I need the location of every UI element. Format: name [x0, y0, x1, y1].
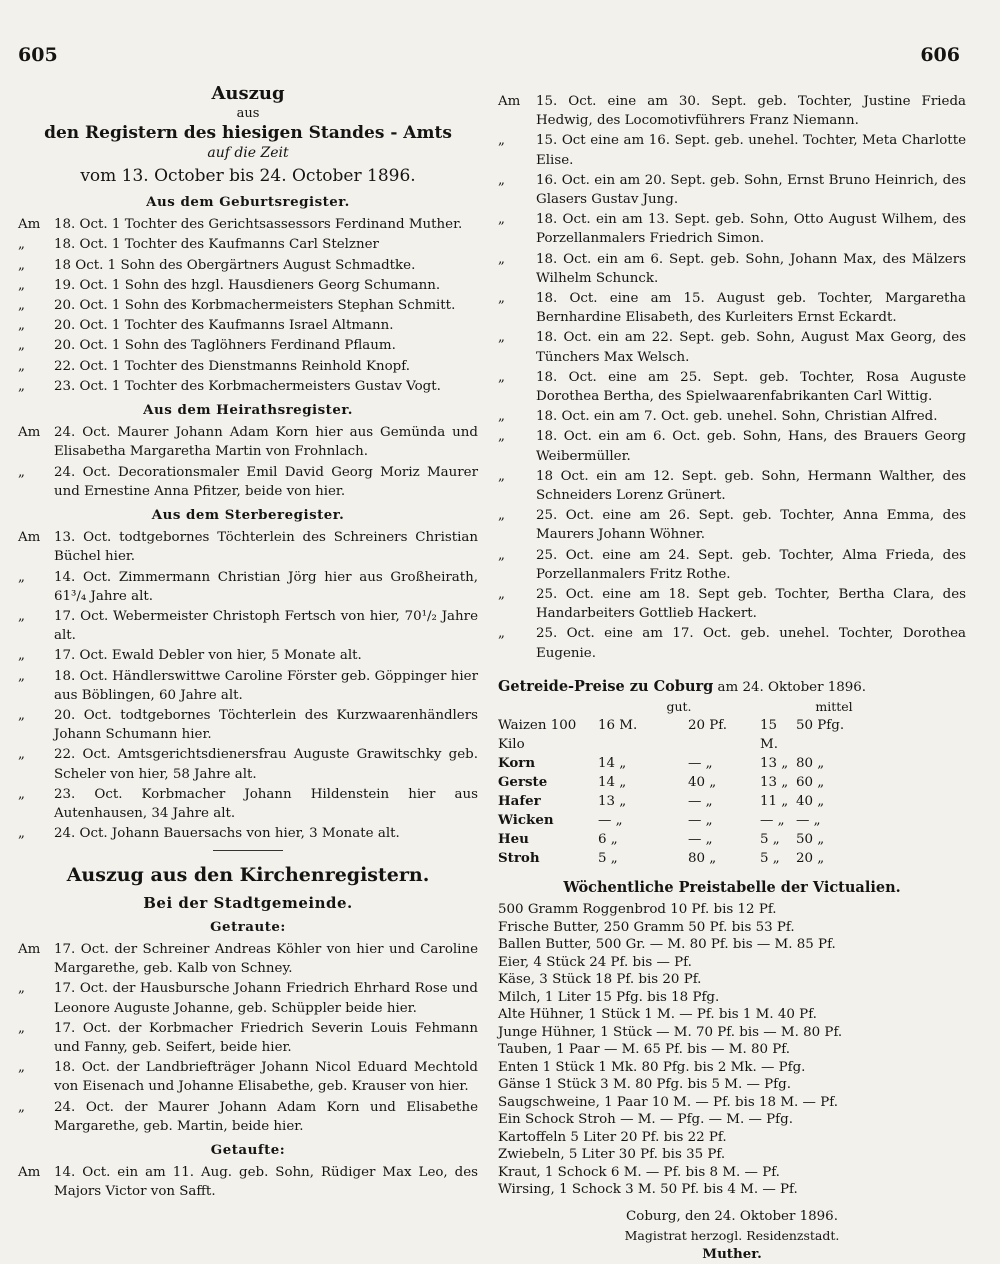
taufe-list	[498, 92, 966, 663]
entry	[498, 250, 966, 288]
victualien-line: Wirsing, 1 Schock 3 M. 50 Pf. bis 4 M. — Pf.	[498, 1182, 798, 1198]
getaufte-heading: Getaufte:	[210, 1141, 286, 1158]
entry-prefix: „	[498, 291, 505, 307]
victualien-line: Junge Hühner, 1 Stück — M. 70 Pf. bis — M. 80 Pf.	[498, 1024, 843, 1040]
title-zeit: auf die Zeit	[207, 145, 289, 161]
entry-text: 25. Oct. eine am 17. Oct. geb. unehel. Tochter, Dorothea Eugenie.	[536, 626, 966, 661]
getreide-table	[498, 716, 966, 868]
entry-prefix: „	[18, 1020, 25, 1036]
price-cell: 14 „	[598, 756, 627, 772]
entry-text: 22. Oct. Amtsgerichtsdienersfrau Auguste Grawitschky geb. Scheler von hier, 58 Jahre alt.	[54, 747, 478, 782]
entry-prefix: „	[18, 786, 25, 802]
entry-text: 24. Oct. der Maurer Johann Adam Korn und Elisabethe Margarethe, geb. Martin, beide hier.	[54, 1099, 478, 1134]
price-cell: 80 „	[688, 851, 717, 867]
victualien-line: Frische Butter, 250 Gramm 50 Pf. bis 53 Pf.	[498, 919, 795, 935]
entry-prefix: „	[498, 409, 505, 425]
entry-prefix: „	[18, 464, 25, 480]
entry-text: 20. Oct. todtgebornes Töchterlein des Kurzwaarenhändlers Johann Schumann hier.	[54, 708, 478, 743]
entry-prefix: „	[18, 609, 25, 625]
kirche-title: Auszug aus den Kirchenregistern.	[66, 863, 430, 886]
entry-text: 23. Oct. 1 Tochter des Korbmachermeisters Gustav Vogt.	[54, 378, 441, 394]
price-cell: — „	[796, 813, 821, 829]
entry-text: 18. Oct. ein am 7. Oct. geb. unehel. Sohn, Christian Alfred.	[536, 409, 938, 425]
entry	[498, 427, 966, 465]
entry	[18, 706, 478, 744]
getreide-title: Getreide-Preise zu Coburg	[498, 677, 714, 695]
price-cell: 40 „	[688, 775, 717, 791]
entry	[18, 1163, 478, 1201]
entry	[18, 824, 478, 843]
entry	[18, 235, 478, 254]
getreide-date: am 24. Oktober 1896.	[717, 679, 867, 695]
entry	[18, 316, 478, 335]
entry	[498, 585, 966, 623]
footer-magistrat: Magistrat herzogl. Residenzstadt.	[624, 1228, 840, 1243]
entry-prefix: „	[18, 981, 25, 997]
entry	[18, 215, 478, 234]
entry-prefix: „	[18, 378, 25, 394]
title-aus: aus	[236, 106, 260, 121]
getraute-list	[18, 940, 478, 1136]
entry-prefix: „	[18, 747, 25, 763]
price-row	[498, 773, 966, 792]
entry-text: 25. Oct. eine am 26. Sept. geb. Tochter, Anna Emma, des Maurers Johann Wöhner.	[536, 508, 966, 543]
entry-prefix: „	[18, 1060, 25, 1076]
entry-prefix: „	[498, 133, 505, 149]
entry-text: 18. Oct. eine am 25. Sept. geb. Tochter, Rosa Auguste Dorothea Bertha, des Spielwaarenfabrikanten Carl Wittig.	[536, 369, 966, 405]
entry-prefix: „	[498, 212, 505, 228]
page-number-left: 605	[18, 44, 58, 66]
entry	[18, 979, 478, 1017]
entry-prefix: Am	[18, 217, 41, 233]
entry-text: 18. Oct. 1 Tochter des Gerichtsassessors Ferdinand Muther.	[54, 217, 463, 233]
entry-prefix: Am	[18, 425, 41, 441]
entry-text: 24. Oct. Decorationsmaler Emil David Georg Moriz Maurer und Ernestine Anna Pfitzer, beide von hier.	[54, 464, 478, 499]
price-cell: 50 „	[796, 832, 825, 848]
entry	[498, 467, 966, 505]
col-mittel: mittel	[815, 699, 853, 715]
entry	[18, 745, 478, 783]
victualien-line: Tauben, 1 Paar — M. 65 Pf. bis — M. 80 Pf.	[498, 1042, 791, 1058]
entry-prefix: „	[18, 257, 25, 273]
entry-text: 18. Oct. ein am 13. Sept. geb. Sohn, Otto August Wilhem, des Porzellanmalers Friedrich Simon.	[536, 212, 966, 247]
entry-text: 18. Oct. ein am 6. Sept. geb. Sohn, Johann Max, des Mälzers Wilhelm Schunck.	[536, 251, 966, 286]
entry-text: 18 Oct. ein am 12. Sept. geb. Sohn, Hermann Walther, des Schneiders Lorenz Grünert.	[536, 468, 966, 504]
price-cell: 16 M.	[598, 718, 638, 734]
price-item: Stroh	[498, 850, 540, 867]
price-row	[498, 811, 966, 830]
entry-text: 17. Oct. Ewald Debler von hier, 5 Monate alt.	[54, 648, 362, 664]
price-cell: 13 „	[598, 794, 627, 810]
entry	[18, 357, 478, 376]
price-cell: 5 „	[760, 851, 780, 867]
price-cell: — „	[688, 756, 713, 772]
victualien-line: Kartoffeln 5 Liter 20 Pf. bis 22 Pf.	[498, 1129, 727, 1145]
price-item: Wicken	[498, 812, 554, 829]
entry	[498, 407, 966, 426]
price-cell: 13 „	[760, 775, 789, 791]
victualien-line: Saugschweine, 1 Paar 10 M. — Pf. bis 18 M. — Pf.	[498, 1094, 838, 1110]
entry-prefix: „	[498, 508, 505, 524]
entry-text: 16. Oct. ein am 20. Sept. geb. Sohn, Ernst Bruno Heinrich, des Glasers Gustav Jung.	[536, 172, 966, 208]
entry-text: 17. Oct. Webermeister Christoph Fertsch von hier, 70¹/₂ Jahre alt.	[54, 609, 478, 644]
entry-text: 18. Oct. eine am 15. August geb. Tochter, Margaretha Bernhardine Elisabeth, des Kurleiters Ernst Eckardt.	[536, 291, 966, 326]
entry-text: 24. Oct. Maurer Johann Adam Korn hier aus Gemünda und Elisabetha Margaretha Martin von Frohnlach.	[54, 425, 478, 460]
victualien-line: Käse, 3 Stück 18 Pf. bis 20 Pf.	[498, 972, 702, 988]
entry-prefix: „	[18, 668, 25, 684]
entry	[498, 171, 966, 209]
entry-text: 18. Oct. der Landbriefträger Johann Nicol Eduard Mechtold von Eisenach und Johanne Elisabethe, geb. Krauser von hier.	[54, 1060, 478, 1095]
price-item: Waizen 100 Kilo	[498, 718, 577, 753]
left-column	[18, 82, 478, 1203]
price-cell: 15 M.	[760, 718, 778, 753]
price-cell: — „	[598, 813, 623, 829]
victualien-list	[498, 901, 966, 1199]
entry	[18, 646, 478, 665]
entry-text: 23. Oct. Korbmacher Johann Hildenstein hier aus Autenhausen, 34 Jahre alt.	[54, 786, 478, 822]
entry-text: 20. Oct. 1 Tochter des Kaufmanns Israel Altmann.	[54, 318, 394, 334]
geburt-list	[18, 215, 478, 396]
entry-prefix: „	[18, 708, 25, 724]
entry	[498, 328, 966, 366]
entry	[18, 256, 478, 275]
entry	[498, 210, 966, 248]
price-row	[498, 792, 966, 811]
price-cell: — „	[688, 832, 713, 848]
entry	[18, 528, 478, 566]
victualien-line: Eier, 4 Stück 24 Pf. bis — Pf.	[498, 954, 692, 970]
price-cell: 14 „	[598, 775, 627, 791]
price-cell: 5 „	[760, 832, 780, 848]
entry	[498, 131, 966, 169]
entry	[18, 296, 478, 315]
title-registern: den Registern des hiesigen Standes - Amts	[44, 123, 452, 143]
sterbe-list	[18, 528, 478, 843]
price-cell: 11 „	[760, 794, 789, 810]
entry	[498, 624, 966, 662]
victualien-line: Ballen Butter, 500 Gr. — M. 80 Pf. bis — M. 85 Pf.	[498, 937, 836, 953]
victualien-line: 500 Gramm Roggenbrod 10 Pf. bis 12 Pf.	[498, 902, 777, 918]
entry-prefix: „	[498, 468, 505, 484]
victualien-line: Ein Schock Stroh — M. — Pfg. — M. — Pfg.	[498, 1112, 793, 1128]
getraute-heading: Getraute:	[210, 918, 286, 935]
entry-prefix: „	[498, 330, 505, 346]
price-item: Heu	[498, 831, 529, 848]
entry-prefix: „	[498, 547, 505, 563]
entry	[18, 463, 478, 501]
entry-prefix: „	[498, 172, 505, 188]
entry-text: 18. Oct. ein am 6. Oct. geb. Sohn, Hans, des Brauers Georg Weibermüller.	[536, 429, 966, 464]
price-row	[498, 754, 966, 773]
entry-text: 17. Oct. der Hausbursche Johann Friedrich Ehrhard Rose und Leonore Auguste Johanne, geb. Schüppler beide hier.	[54, 981, 478, 1016]
price-cell: 60 „	[796, 775, 825, 791]
getaufte-list	[18, 1163, 478, 1201]
footer-date: Coburg, den 24. Oktober 1896.	[626, 1208, 838, 1224]
entry	[498, 506, 966, 544]
entry-prefix: Am	[18, 530, 41, 546]
price-item: Hafer	[498, 793, 541, 810]
victualien-line: Gänse 1 Stück 3 M. 80 Pfg. bis 5 M. — Pfg.	[498, 1077, 791, 1093]
getreide-section	[498, 677, 966, 868]
entry-text: 18. Oct. 1 Tochter des Kaufmanns Carl Stelzner	[54, 237, 379, 253]
price-row	[498, 849, 966, 868]
price-cell: 20 Pf.	[688, 718, 728, 734]
price-cell: 5 „	[598, 851, 618, 867]
entry	[18, 423, 478, 461]
entry	[498, 368, 966, 406]
page-number-right: 606	[920, 44, 960, 66]
entry-text: 22. Oct. 1 Tochter des Dienstmanns Reinhold Knopf.	[54, 358, 410, 374]
victualien-line: Milch, 1 Liter 15 Pfg. bis 18 Pfg.	[498, 989, 720, 1005]
entry	[498, 289, 966, 327]
entry-text: 13. Oct. todtgebornes Töchterlein des Schreiners Christian Büchel hier.	[54, 530, 478, 565]
entry	[18, 607, 478, 645]
entry-text: 19. Oct. 1 Sohn des hzgl. Hausdieners Georg Schumann.	[54, 277, 441, 293]
entry-prefix: „	[18, 338, 25, 354]
entry-prefix: „	[18, 826, 25, 842]
entry-text: 24. Oct. Johann Bauersachs von hier, 3 Monate alt.	[54, 826, 400, 842]
victualien-title: Wöchentliche Preistabelle der Victualien.	[563, 879, 901, 897]
entry	[18, 1019, 478, 1057]
entry-prefix: „	[18, 318, 25, 334]
price-row	[498, 716, 966, 754]
entry-text: 14. Oct. ein am 11. Aug. geb. Sohn, Rüdiger Max Leo, des Majors Victor von Safft.	[54, 1165, 478, 1200]
entry-prefix: Am	[18, 1165, 41, 1181]
entry-text: 25. Oct. eine am 18. Sept geb. Tochter, Bertha Clara, des Handarbeiters Gottlieb Hackert.	[536, 587, 966, 622]
entry	[498, 92, 966, 130]
col-gut: gut.	[666, 699, 692, 715]
entry	[18, 377, 478, 396]
entry-prefix: „	[18, 298, 25, 314]
entry-text: 25. Oct. eine am 24. Sept. geb. Tochter, Alma Frieda, des Porzellanmalers Fritz Rothe.	[536, 547, 966, 582]
getreide-header	[498, 697, 966, 716]
entry	[18, 667, 478, 705]
entry	[498, 546, 966, 584]
entry	[18, 785, 478, 823]
entry-prefix: „	[498, 429, 505, 445]
entry-text: 18. Oct. ein am 22. Sept. geb. Sohn, August Max Georg, des Tünchers Max Welsch.	[536, 330, 966, 365]
right-column	[498, 92, 966, 1264]
price-cell: — „	[688, 794, 713, 810]
price-cell: — „	[760, 813, 785, 829]
entry-prefix: „	[18, 569, 25, 585]
price-cell: 6 „	[598, 832, 618, 848]
entry	[18, 1058, 478, 1096]
entry-text: 18. Oct. Händlerswittwe Caroline Förster geb. Göppinger hier aus Böblingen, 60 Jahre alt.	[54, 668, 478, 703]
victualien-line: Alte Hühner, 1 Stück 1 M. — Pf. bis 1 M. 40 Pf.	[498, 1007, 817, 1023]
entry-text: 17. Oct. der Schreiner Andreas Köhler von hier und Caroline Margarethe, geb. Kalb von Schney.	[54, 941, 478, 977]
kirche-subtitle: Bei der Stadtgemeinde.	[143, 893, 353, 912]
entry	[18, 276, 478, 295]
price-cell: 40 „	[796, 794, 825, 810]
heirat-list	[18, 423, 478, 501]
entry-prefix: „	[498, 251, 505, 267]
price-cell: 13 „	[760, 756, 789, 772]
divider	[213, 850, 283, 851]
title-dates: vom 13. October bis 24. October 1896.	[80, 166, 416, 186]
price-item: Gerste	[498, 774, 548, 791]
entry-prefix: „	[498, 587, 505, 603]
entry-text: 18 Oct. 1 Sohn des Obergärtners August Schmadtke.	[54, 257, 416, 273]
footer	[498, 1207, 966, 1264]
footer-signature: Muther.	[702, 1246, 762, 1263]
entry	[18, 336, 478, 355]
entry-text: 17. Oct. der Korbmacher Friedrich Severin Louis Fehmann und Fanny, geb. Seifert, beide hier.	[54, 1020, 478, 1055]
entry-prefix: „	[498, 369, 505, 385]
entry-text: 14. Oct. Zimmermann Christian Jörg hier aus Großheirath, 61³/₄ Jahre alt.	[54, 569, 478, 604]
entry-text: 15. Oct. eine am 30. Sept. geb. Tochter, Justine Frieda Hedwig, des Locomotivführers Franz Niemann.	[536, 94, 966, 129]
entry-prefix: Am	[498, 94, 521, 109]
heirat-heading: Aus dem Heirathsregister.	[143, 402, 353, 419]
victualien-line: Zwiebeln, 5 Liter 30 Pf. bis 35 Pf.	[498, 1147, 726, 1163]
entry-prefix: „	[18, 1099, 25, 1115]
victualien-line: Kraut, 1 Schock 6 M. — Pf. bis 8 M. — Pf.	[498, 1164, 780, 1180]
entry-prefix: „	[498, 626, 505, 642]
sterbe-heading: Aus dem Sterberegister.	[151, 507, 345, 524]
entry-prefix: „	[18, 358, 25, 374]
price-row	[498, 830, 966, 849]
victualien-line: Enten 1 Stück 1 Mk. 80 Pfg. bis 2 Mk. — Pfg.	[498, 1059, 806, 1075]
entry-prefix: „	[18, 648, 25, 664]
entry	[18, 940, 478, 978]
price-cell: — „	[688, 813, 713, 829]
entry-prefix: Am	[18, 941, 41, 957]
entry-prefix: „	[18, 237, 25, 253]
entry	[18, 568, 478, 606]
price-cell: 50 Pfg.	[796, 718, 845, 734]
entry	[18, 1098, 478, 1136]
entry-text: 20. Oct. 1 Sohn des Korbmachermeisters Stephan Schmitt.	[54, 298, 456, 314]
entry-text: 15. Oct eine am 16. Sept. geb. unehel. Tochter, Meta Charlotte Elise.	[536, 133, 966, 168]
entry-prefix: „	[18, 277, 25, 293]
price-cell: 20 „	[796, 851, 825, 867]
price-cell: 80 „	[796, 756, 825, 772]
title-auszug: Auszug	[211, 83, 285, 104]
entry-text: 20. Oct. 1 Sohn des Taglöhners Ferdinand Pflaum.	[54, 338, 396, 354]
geburt-heading: Aus dem Geburtsregister.	[146, 194, 350, 210]
price-item: Korn	[498, 755, 536, 772]
getreide-title-line	[498, 677, 966, 697]
